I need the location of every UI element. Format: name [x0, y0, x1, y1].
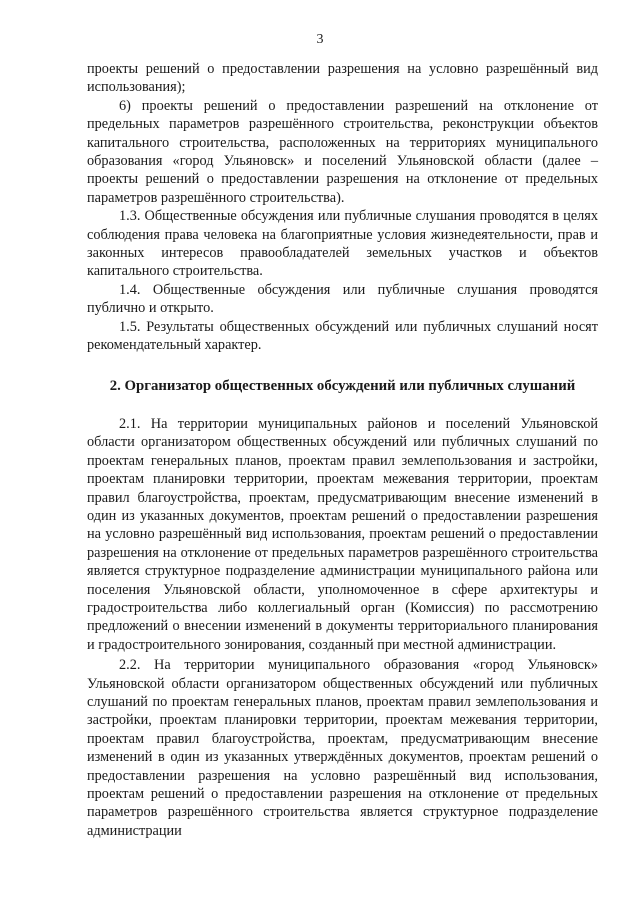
paragraph-3: 1.4. Общественные обсуждения или публичные слушания проводятся публично и открыто.: [87, 281, 598, 317]
section-heading: 2. Организатор общественных обсуждений или публичных слушаний: [109, 377, 576, 394]
paragraph-5: 2.1. На территории муниципальных районов и поселений Ульяновской области организатором общественных обсуждений или публичных слушаний по проектам генеральных планов, проектам правил землепользования и застройки, проектам планировки территории, проектам межевания территории, проектам правил благоустройства, проектам, предусматривающим внесение изменений в один из указанных документов, проектам решений о предоставлении разрешения на условно разрешённый вид использования, проектам решений о предоставлении разрешения на отклонение от предельных параметров разрешённого строительства является структурное подразделение администрации муниципального района или поселения Ульяновской области, уполномоченное в сфере архитектуры и градостроительства либо коллегиальный орган (Комиссия) по рассмотрению предложений о внесении изменений в документы территориального планирования и градостроительного зонирования, созданный при местной администрации.: [87, 415, 598, 653]
paragraph-1: 6) проекты решений о предоставлении разрешений на отклонение от предельных параметров разрешённого строительства, реконструкции объектов капитального строительства, расположенных на территориях муниципального образования «город Ульяновск» и поселений Ульяновской области (далее – проекты решений о предоставлении разрешения на отклонение от предельных параметров разрешённого строительства).: [87, 97, 598, 206]
page-number: 3: [316, 32, 324, 47]
paragraph-4: 1.5. Результаты общественных обсуждений или публичных слушаний носят рекомендательный характер.: [87, 318, 598, 354]
paragraph-6: 2.2. На территории муниципального образования «город Ульяновск» Ульяновской области организатором общественных обсуждений или публичных слушаний по проектам генеральных планов, проектам правил землепользования и застройки, проектам планировки территории, проектам межевания территории, проектам правил благоустройства, проектам, предусматривающим внесение изменений в один из указанных утверждённых документов, проектам решений о предоставлении разрешения на условно разрешённый вид использования, проектам решений о предоставлении разрешения на отклонение от предельных параметров разрешённого строительства является структурное подразделение администрации: [87, 657, 598, 839]
paragraph-2: 1.3. Общественные обсуждения или публичные слушания проводятся в целях соблюдения права человека на благоприятные условия жизнедеятельности, прав и законных интересов правообладателей земельных участков и объектов капитального строительства.: [87, 208, 598, 280]
document-body: [87, 60, 598, 840]
paragraph-0: проекты решений о предоставлении разрешения на условно разрешённый вид использования);: [87, 61, 598, 96]
